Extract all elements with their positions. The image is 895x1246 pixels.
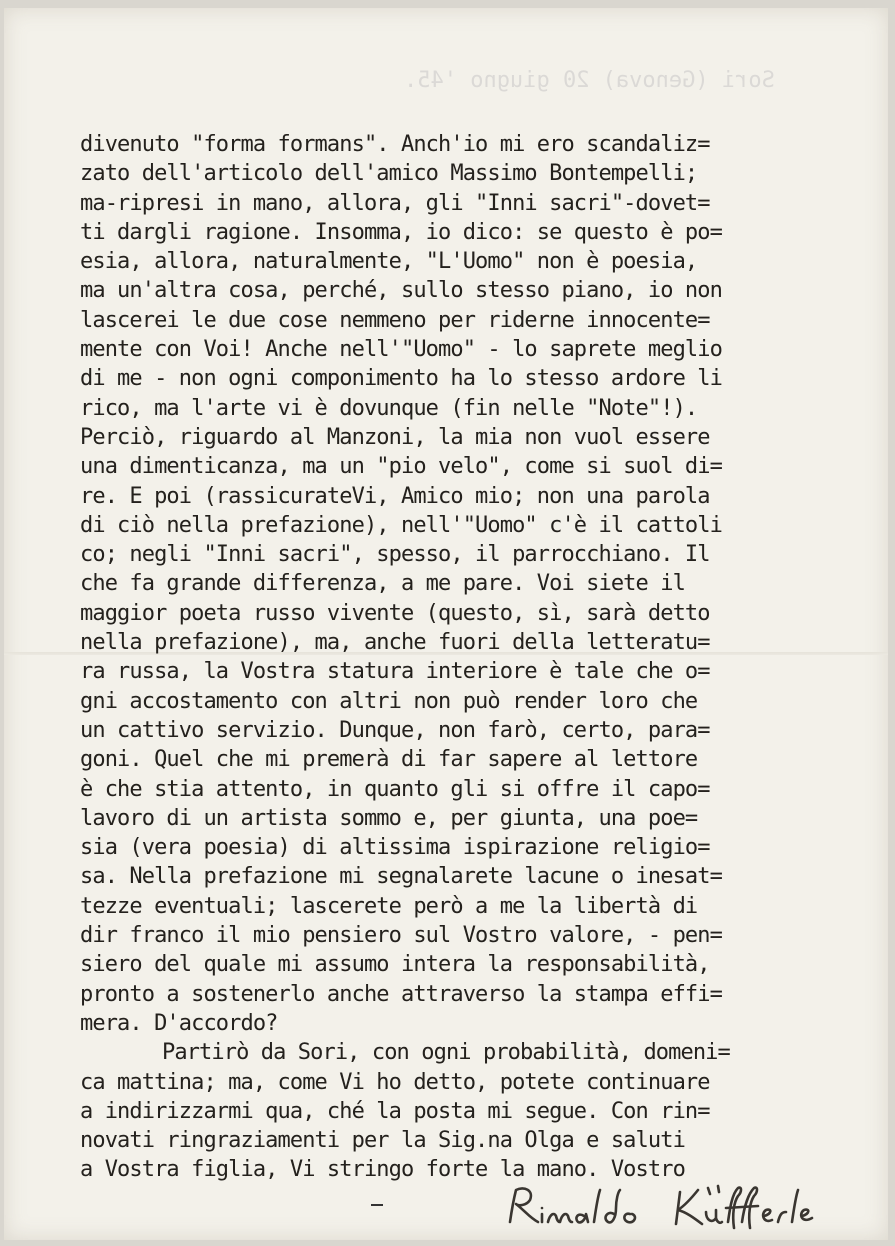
text-line: gni accostamento con altri non può render loro che (80, 688, 698, 714)
text-line: sa. Nella prefazione mi segnalarete lacune o inesat= (80, 864, 722, 890)
text-line: un cattivo servizio. Dunque, non farò, certo, para= (80, 717, 710, 743)
letter-page (4, 8, 888, 1240)
dash-mark (371, 1204, 383, 1206)
text-line: novati ringraziamenti per la Sig.na Olga e saluti (80, 1128, 685, 1154)
text-line: divenuto "forma formans". Anch'io mi ero scandaliz= (80, 132, 710, 157)
handwritten-signature (502, 1178, 842, 1238)
text-line: a indirizzarmi qua, ché la posta mi segue. Con rin= (80, 1098, 710, 1124)
text-line: co; negli "Inni sacri", spesso, il parrocchiano. Il (80, 542, 710, 568)
text-line: tezze eventuali; lascerete però a me la libertà di (80, 893, 698, 919)
text-line: sia (vera poesia) di altissima ispirazione religio= (80, 835, 710, 861)
text-line: a Vostra figlia, Vi stringo forte la mano. Vostro (80, 1157, 685, 1183)
text-line: zato dell'articolo dell'amico Massimo Bontempelli; (80, 161, 698, 187)
text-line: di me - non ogni componimento ha lo stesso ardore li (80, 366, 722, 392)
text-line: goni. Quel che mi premerà di far sapere al lettore (80, 747, 698, 773)
text-line: è che stia attento, in quanto gli si offre il capo= (80, 776, 710, 802)
text-line: di ciò nella prefazione), nell'"Uomo" c'è il cattoli (80, 512, 722, 538)
text-line: che fa grande differenza, a me pare. Voi siete il (80, 571, 685, 597)
text-line: maggior poeta russo vivente (questo, sì, sarà detto (80, 600, 710, 626)
text-line: rico, ma l'arte vi è dovunque (fin nelle "Note"!). (80, 395, 698, 421)
text-line: ma-ripresi in mano, allora, gli "Inni sacri"-dovet= (80, 190, 710, 216)
text-line: lascerei le due cose nemmeno per riderne innocente= (80, 307, 710, 333)
text-line: siero del quale mi assumo intera la responsabilità, (80, 952, 710, 978)
text-line: Partirò da Sori, con ogni probabilità, domeni= (162, 1040, 730, 1066)
text-line: lavoro di un artista sommo e, per giunta, una poe= (80, 805, 698, 831)
text-line: pronto a sostenerlo anche attraverso la stampa effi= (80, 981, 722, 1007)
text-line: re. E poi (rassicurateVi, Amico mio; non una parola (80, 483, 710, 509)
text-line: esia, allora, naturalmente, "L'Uomo" non è poesia, (80, 249, 698, 275)
text-line: nella prefazione), ma, anche fuori della letteratu= (80, 630, 710, 656)
text-line: una dimenticanza, ma un "pio velo", come si suol di= (80, 454, 722, 480)
text-line: ra russa, la Vostra statura interiore è tale che o= (80, 659, 710, 685)
text-line: mera. D'accordo? (80, 1010, 278, 1036)
text-line: ca mattina; ma, come Vi ho detto, potete continuare (80, 1069, 710, 1095)
bleed-through-text: Sori (Genova) 20 giugno '45. (404, 68, 775, 93)
text-line: ma un'altra cosa, perché, sullo stesso piano, io non (80, 278, 722, 304)
text-line: mente con Voi! Anche nell'"Uomo" - lo saprete meglio (80, 337, 722, 363)
text-line: Perciò, riguardo al Manzoni, la mia non vuol essere (80, 424, 710, 450)
text-line: dir franco il mio pensiero sul Vostro valore, - pen= (80, 923, 722, 949)
text-line: ti dargli ragione. Insomma, io dico: se questo è po= (80, 219, 722, 245)
letter-body (80, 130, 880, 1185)
